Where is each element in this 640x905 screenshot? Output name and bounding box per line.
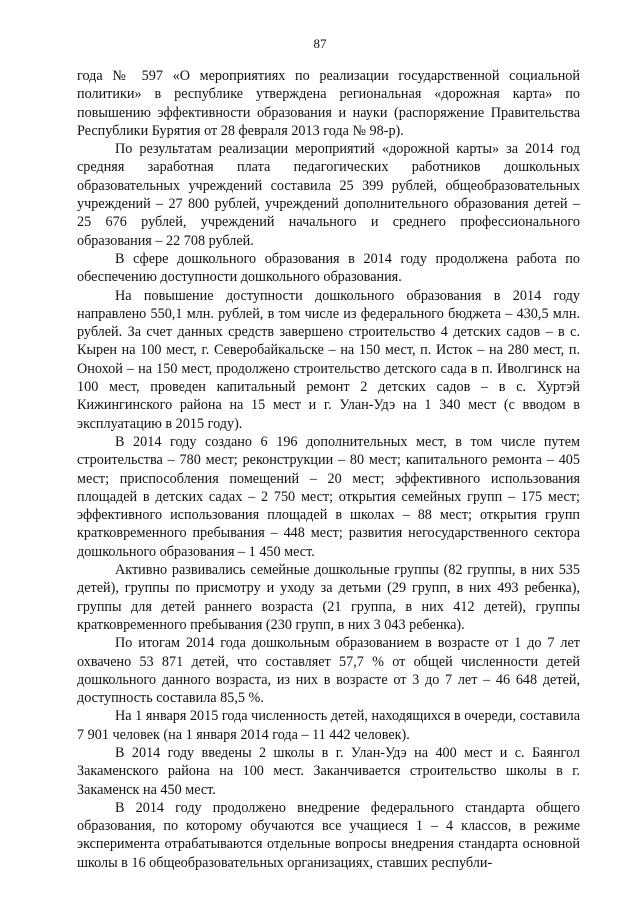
- paragraph-preschool-coverage: По итогам 2014 года дошкольным образованием в возрасте от 1 до 7 лет охвачено 53 871 детей, что составляет 57,7 % от общей численности детей дошкольного данного возраста, из них в возрасте от 3 до 7 лет – 46 648 детей, доступность составила 85,5 %.: [77, 635, 580, 707]
- paragraph-family-groups: Активно развивались семейные дошкольные группы (82 группы, в них 535 детей), группы по присмотру и уходу за детьми (29 групп, в них 493 ребенка), группы для детей раннего возраста (21 группа, в них 412 детей), группы кратковременного пребывания (230 групп, в них 3 043 ребенка).: [77, 562, 580, 633]
- paragraph-federal-standard: В 2014 году продолжено внедрение федерального стандарта общего образования, по которому обучаются все учащиеся 1 – 4 классов, в режиме эксперимента отрабатываются отдельные вопросы внедрения стандарта основной школы в 16 общеобразовательных организациях, ставших республи-: [77, 799, 580, 871]
- page-number: 87: [313, 36, 327, 51]
- paragraph-salary-results: По результатам реализации мероприятий «дорожной карты» за 2014 год средняя заработная плата педагогических работников дошкольных образовательных учреждений составила 25 399 рублей, общеобразовательных учреждений – 27 800 рублей, учреждений дополнительного образования детей – 25 676 рублей, учреждений начального и среднего профессионального образования – 22 708 рублей.: [77, 141, 580, 249]
- paragraph-roadmap-decree: года № 597 «О мероприятиях по реализации государственной социальной политики» в республике утверждена региональная «дорожная карта» по повышению эффективности образования и науки (распоряжение Правительства Республики Бурятия от 28 февраля 2013 года № 98-р).: [77, 68, 580, 139]
- paragraph-preschool-funding: На повышение доступности дошкольного образования в 2014 году направлено 550,1 млн. рублей, в том числе из федерального бюджета – 430,5 млн. рублей. За счет данных средств завершено строительство 4 детских садов – в с. Кырен на 100 мест, г. Северобайкальске – на 150 мест, п. Исток – на 280 мест, п. Онохой – на 150 мест, продолжено строительство детского сада в п. Иволгинск на 100 мест, проведен капитальный ремонт 2 детских садов – в с. Хуртэй Кижингинского района на 15 мест и г. Улан-Удэ на 1 340 мест (с вводом в эксплуатацию в 2015 году).: [77, 287, 580, 432]
- document-body: [77, 67, 580, 872]
- paragraph-new-schools: В 2014 году введены 2 школы в г. Улан-Удэ на 400 мест и с. Баянгол Закаменского района на 100 мест. Заканчивается строительство школы в г. Закаменск на 450 мест.: [77, 744, 580, 798]
- paragraph-waiting-list: На 1 января 2015 года численность детей, находящихся в очереди, составила 7 901 человек (на 1 января 2014 года – 11 442 человек).: [77, 708, 580, 743]
- paragraph-additional-places: В 2014 году создано 6 196 дополнительных мест, в том числе путем строительства – 780 мест; реконструкции – 80 мест; капитального ремонта – 405 мест; приспособления помещений – 20 мест; эффективного использования площадей в детских садах – 2 750 мест; открытия семейных групп – 175 мест; эффективного использования площадей в школах – 88 мест; открытия групп кратковременного пребывания – 448 мест; развития негосударственного сектора дошкольного образования – 1 450 мест.: [77, 433, 580, 560]
- paragraph-preschool-intro: В сфере дошкольного образования в 2014 году продолжена работа по обеспечению доступности дошкольного образования.: [77, 250, 580, 286]
